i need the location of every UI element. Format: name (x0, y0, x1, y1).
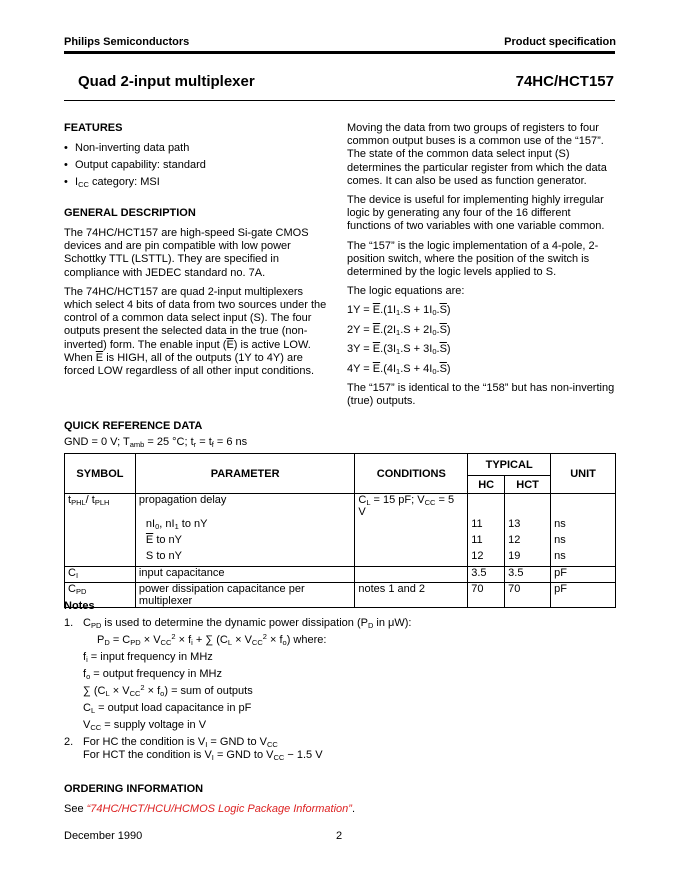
parameter-cell: input capacitance (135, 566, 354, 582)
formula-definition: ∑ $(C_L \times V_{CC}^2 \times f_o)$ = sum of outputs (83, 683, 253, 698)
title-rule (64, 100, 615, 101)
hct-cell: 3.5 (505, 566, 551, 582)
parameter-cell: S to nY (135, 550, 354, 566)
features-heading: FEATURES (64, 122, 123, 134)
general-description-heading: GENERAL DESCRIPTION (64, 207, 196, 219)
hc-cell: 3.5 (468, 566, 505, 582)
footer-date: December 1990 (64, 830, 143, 842)
general-description-p2: The 74HC/HCT157 are quad 2-input multiplexers which select 4 bits of data from two sources under the control of a common data select input (S). The four outputs present the selected data in the true (non-inverted) form. The enable input $(\overline{E})$ is active LOW. When $\overline{E}$ is HIGH, all of the outputs (1Y to 4Y) are forced LOW regardless of all other input conditions. (64, 285, 327, 378)
notes-section (64, 600, 616, 764)
col-hct: HCT (505, 476, 551, 494)
company-name: Philips Semiconductors (64, 36, 190, 48)
conditions-cell (355, 566, 468, 582)
logic-equation: $2Y = \overline{E}.(2I_1.S + 2I_0.\overline{S})$ (347, 323, 451, 337)
right-column (347, 122, 617, 409)
col-hc: HC (468, 476, 505, 494)
logic-equation: $1Y = \overline{E}.(1I_1.S + 1I_0.\overline{S})$ (347, 304, 451, 318)
hc-cell: 12 (468, 550, 505, 566)
features-list (64, 142, 334, 193)
unit-cell: pF (551, 566, 616, 582)
quick-reference-table (64, 453, 616, 608)
formula-definition: $C_L$ = output load capacitance in pF (83, 702, 252, 715)
col-parameter: PARAMETER (135, 454, 354, 494)
parameter-cell: $\overline{E}$ to nY (135, 534, 354, 550)
right-p3: The “157” is the logic implementation of a 4-pole, 2-position switch, where the position of the switch is determined by the logic levels applied to S. (347, 239, 599, 279)
feature-item: • $I_{CC}$ category: MSI (64, 176, 334, 193)
right-p4: The logic equations are: (347, 285, 465, 298)
col-symbol: SYMBOL (65, 454, 136, 494)
logic-equation: $3Y = \overline{E}.(3I_1.S + 3I_0.\overline{S})$ (347, 343, 451, 357)
hct-cell: 70 (505, 582, 551, 607)
table-row (65, 534, 616, 550)
symbol-cell: $C_{PD}$ (65, 582, 136, 607)
col-unit: UNIT (551, 454, 616, 494)
hct-cell: 13 (505, 518, 551, 534)
symbol-cell: $t_{PHL}/$ $t_{PLH}$ (65, 494, 136, 519)
logic-equations (347, 304, 617, 382)
hct-cell: 19 (505, 550, 551, 566)
note-1: 1. $C_{PD}$ is used to determine the dynamic power dissipation ($P_D$ in μW): (64, 617, 412, 630)
right-p5: The “157” is identical to the “158” but has non-inverting (true) outputs. (347, 382, 615, 408)
table-row (65, 494, 616, 519)
note-2: 2. For HC the condition is $V_I$ = GND to $V_{CC}$ For HCT the condition is $V_I$ = GND to $V_{CC} - 1.5$ V (64, 736, 323, 762)
parameter-cell: $nI_0$, $nI_1$ to nY (135, 518, 354, 534)
table-row (65, 518, 616, 534)
general-description-p1: The 74HC/HCT157 are high-speed Si-gate CMOS devices and are pin compatible with low power Schottky TTL (LSTTL). They are specified in compliance with JEDEC standard no. 7A. (64, 227, 309, 279)
hc-cell: 70 (468, 582, 505, 607)
notes-heading: Notes (64, 600, 95, 612)
page-number: 2 (336, 830, 343, 842)
conditions-cell: $C_L = 15$ pF; $V_{CC} = 5$ V (355, 494, 468, 519)
table-row (65, 566, 616, 582)
table-row (65, 550, 616, 566)
quick-reference-heading: QUICK REFERENCE DATA (64, 420, 203, 432)
unit-cell: ns (551, 534, 616, 550)
unit-cell: ns (551, 550, 616, 566)
hc-cell: 11 (468, 534, 505, 550)
formula-definition: $f_i$ = input frequency in MHz (83, 651, 213, 664)
quick-reference-conditions: GND = 0 V; $T_{amb} = 25$ °C; $t_r = t_f = 6$ ns (64, 436, 248, 449)
power-formula: $P_D = C_{PD} \times V_{CC}^2 \times f_i$ + ∑ $(C_L \times V_{CC}^2 \times f_o)$ where: (97, 632, 327, 647)
feature-item: • Non-inverting data path (64, 142, 334, 159)
col-typical: TYPICAL (468, 454, 551, 476)
logic-equation: $4Y = \overline{E}.(4I_1.S + 4I_0.\overline{S})$ (347, 362, 451, 376)
package-info-link[interactable]: “74HC/HCT/HCU/HCMOS Logic Package Information” (86, 803, 352, 815)
page-title: Quad 2-input multiplexer (78, 73, 255, 90)
parameter-cell: power dissipation capacitance per multiplexer (135, 582, 354, 607)
col-conditions: CONDITIONS (355, 454, 468, 494)
symbol-cell: $C_I$ (65, 566, 136, 582)
left-column (64, 122, 334, 378)
right-p1: Moving the data from two groups of registers to four common output buses is a common use of the “157”. The state of the common data select input (S) determines the particular register from which the data comes. It can also be used as function generator. (347, 122, 607, 187)
parameter-cell: propagation delay (135, 494, 354, 519)
right-p2: The device is useful for implementing highly irregular logic by generating any four of the 16 different functions of two variables with one variable common. (347, 194, 605, 233)
feature-item: • Output capability: standard (64, 159, 334, 176)
formula-definition: $V_{CC}$ = supply voltage in V (83, 719, 207, 732)
part-number: 74HC/HCT157 (515, 73, 614, 90)
ordering-text: See “74HC/HCT/HCU/HCMOS Logic Package Information”. (64, 803, 356, 815)
header-rule (64, 51, 615, 54)
unit-cell: ns (551, 518, 616, 534)
hct-cell: 12 (505, 534, 551, 550)
hc-cell: 11 (468, 518, 505, 534)
formula-definition: $f_o$ = output frequency in MHz (83, 668, 222, 681)
ordering-heading: ORDERING INFORMATION (64, 783, 204, 795)
conditions-cell: notes 1 and 2 (355, 582, 468, 607)
unit-cell: pF (551, 582, 616, 607)
document-type: Product specification (504, 36, 616, 48)
